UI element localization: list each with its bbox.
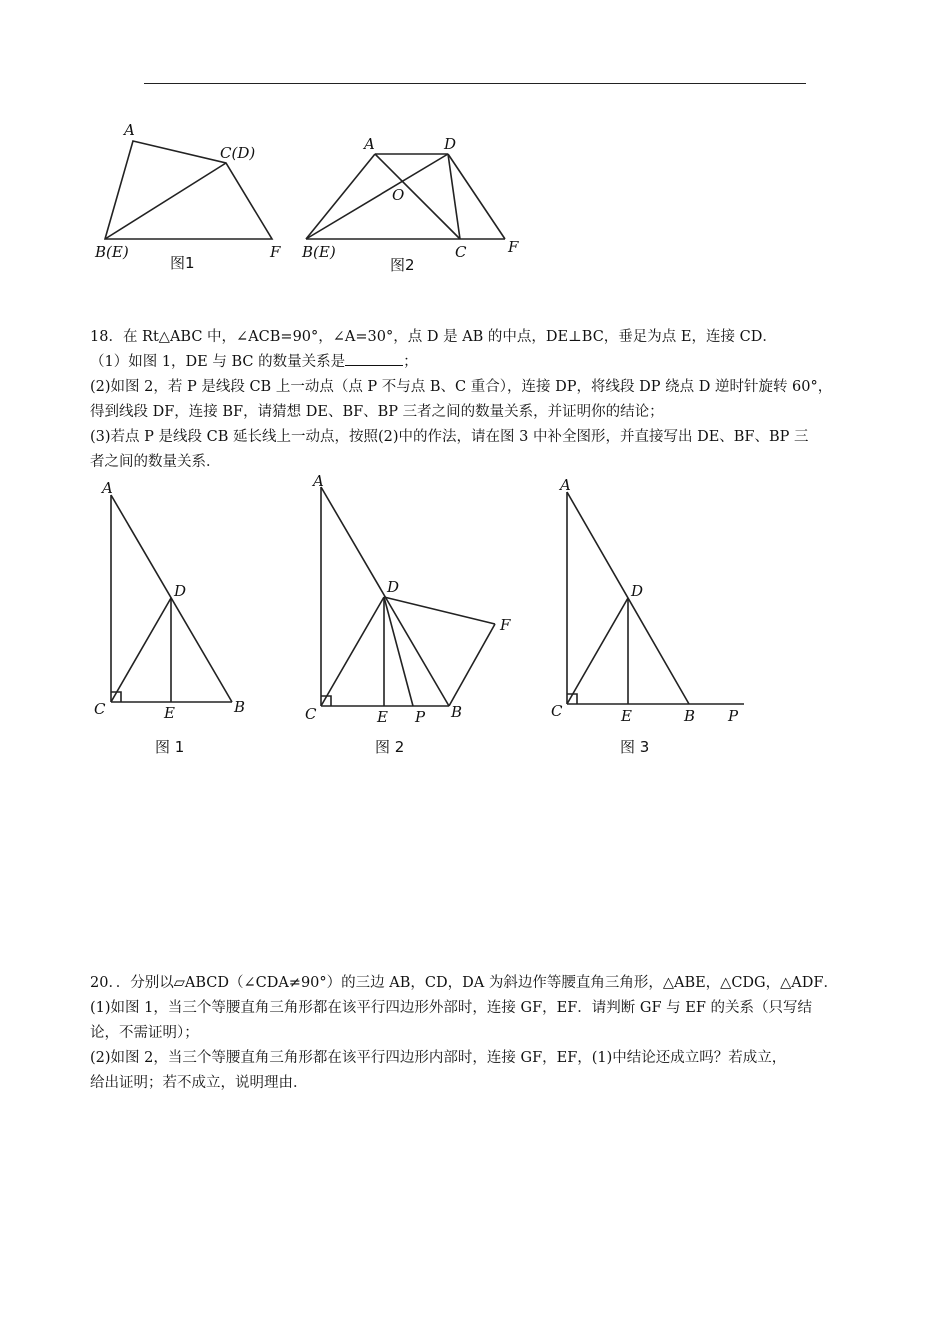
label-b: B — [684, 707, 696, 725]
label-e: E — [164, 704, 175, 722]
label-b: B — [451, 703, 463, 721]
label-p: P — [415, 708, 426, 726]
q20-line-3: 论，不需证明）； — [90, 1025, 199, 1041]
label-o: O — [392, 186, 405, 204]
caption-q18-fig3: 图 3 — [620, 738, 650, 756]
label-c-d: C(D) — [220, 144, 256, 162]
label-d: D — [631, 582, 644, 600]
caption-q18-fig1: 图 1 — [155, 738, 185, 756]
label-f: F — [508, 238, 519, 256]
label-c: C — [455, 243, 467, 261]
label-a: A — [560, 476, 571, 494]
label-c: C — [305, 705, 317, 723]
q20-line-5: 给出证明；若不成立，说明理由． — [90, 1075, 308, 1091]
label-a: A — [364, 135, 375, 153]
label-a: A — [124, 121, 135, 139]
label-d: D — [444, 135, 457, 153]
label-c: C — [551, 702, 563, 720]
label-b-e: B(E) — [302, 243, 336, 261]
label-c: C — [94, 700, 106, 718]
label-a: A — [102, 479, 113, 497]
q18-line-2-pre: （1）如图 1，DE 与 BC 的数量关系是 — [90, 354, 346, 370]
label-d: D — [387, 578, 400, 596]
q18-line-6: 者之间的数量关系． — [90, 454, 221, 470]
q20-line-1: 20．．分别以▱ABCD（∠CDA≠90°）的三边 AB，CD，DA 为斜边作等腰直角三角形，△ABE，△CDG，△ADF． — [90, 975, 838, 991]
label-e: E — [377, 708, 388, 726]
caption-q18-fig2: 图 2 — [375, 738, 405, 756]
label-p: P — [728, 707, 739, 725]
label-a: A — [313, 472, 324, 490]
q20-line-4: (2)如图 2，当三个等腰直角三角形都在该平行四边形内部时，连接 GF，EF，(1)中结论还成立吗？若成立， — [90, 1050, 787, 1066]
label-d: D — [174, 582, 187, 600]
q18-line-5: (3)若点 P 是线段 CB 延长线上一动点，按照(2)中的作法，请在图 3 中补全图形，并直接写出 DE、BF、BP 三 — [90, 429, 809, 445]
q18-line-2-post: ； — [403, 354, 418, 370]
label-b-e: B(E) — [95, 243, 129, 261]
q18-line-3: (2)如图 2，若 P 是线段 CB 上一动点（点 P 不与点 B、C 重合），连接 DP，将线段 DP 绕点 D 逆时针旋转 60°， — [90, 379, 833, 395]
q18-line-4: 得到线段 DF，连接 BF，请猜想 DE、BF、BP 三者之间的数量关系，并证明你的结论； — [90, 404, 664, 420]
label-e: E — [621, 707, 632, 725]
label-f: F — [500, 616, 511, 634]
caption-top-fig1: 图1 — [170, 254, 195, 272]
q18-line-1: 18．在 Rt△ABC 中，∠ACB=90°，∠A=30°，点 D 是 AB 的中点，DE⊥BC，垂足为点 E，连接 CD． — [90, 329, 777, 345]
q20-line-2: (1)如图 1，当三个等腰直角三角形都在该平行四边形外部时，连接 GF，EF．请判断 GF 与 EF 的关系（只写结 — [90, 1000, 812, 1016]
caption-top-fig2: 图2 — [390, 256, 415, 274]
label-f: F — [270, 243, 281, 261]
label-b: B — [234, 698, 246, 716]
